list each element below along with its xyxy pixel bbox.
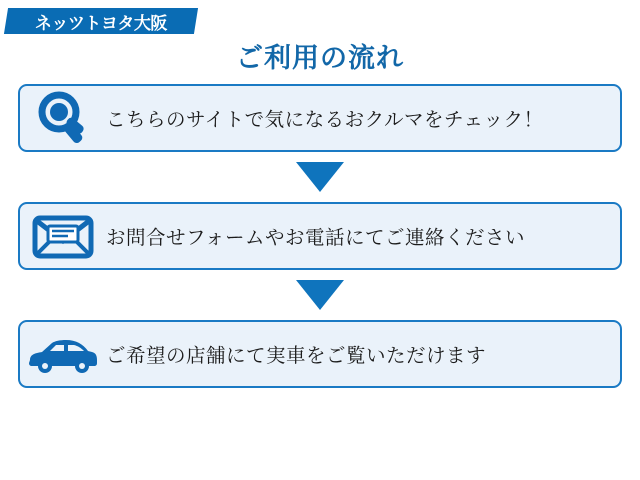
- flow-step-3: [18, 320, 622, 388]
- page-title: ご利用の流れ: [236, 43, 404, 73]
- flow-step-3-label: ご希望の店舗にて実車をご覧いただけます: [106, 345, 487, 367]
- flow-diagram: [0, 84, 640, 388]
- envelope-icon: [20, 204, 106, 268]
- arrow-down-icon: [296, 280, 344, 310]
- brand-logo-text: ネッツトヨタ大阪: [35, 13, 167, 33]
- flow-arrow-2: [0, 270, 640, 320]
- flow-step-2-label: お問合せフォームやお電話にてご連絡ください: [106, 227, 526, 249]
- brand-logo: [4, 8, 198, 34]
- flow-step-1-label: こちらのサイトで気になるおクルマをチェック！: [106, 109, 544, 131]
- magnifier-icon: [20, 86, 106, 150]
- flow-arrow-1: [0, 152, 640, 202]
- car-icon: [20, 322, 106, 386]
- flow-step-2: [18, 202, 622, 270]
- flow-step-1: [18, 84, 622, 152]
- arrow-down-icon: [296, 162, 344, 192]
